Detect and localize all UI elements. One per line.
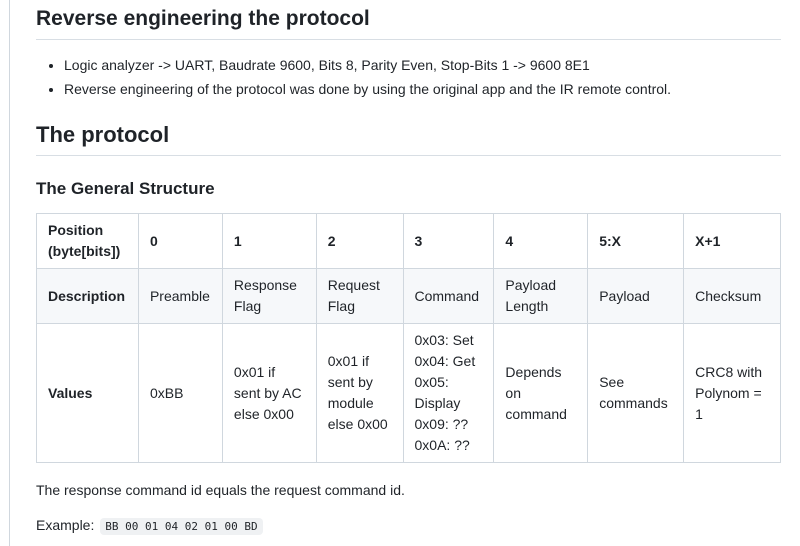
heading-the-protocol: The protocol <box>36 121 781 156</box>
heading-reverse-engineering: Reverse engineering the protocol <box>36 5 781 40</box>
header-cell: 1 <box>222 214 316 269</box>
bullet-list <box>36 53 781 101</box>
left-border-line <box>9 0 10 546</box>
table-cell: 0x01 if sent by module else 0x00 <box>316 324 403 463</box>
table-cell: 0x01 if sent by AC else 0x00 <box>222 324 316 463</box>
table-header-row <box>37 214 781 269</box>
example-code: BB 00 01 04 02 01 00 BD <box>100 518 262 535</box>
table-cell: Response Flag <box>222 269 316 324</box>
table-cell: 0x03: Set 0x04: Get 0x05: Display 0x09: ?? 0x0A: ?? <box>403 324 494 463</box>
protocol-structure-table <box>36 213 781 463</box>
table-cell: Depends on command <box>494 324 588 463</box>
table-cell: See commands <box>588 324 684 463</box>
table-cell: Payload Length <box>494 269 588 324</box>
header-cell: 3 <box>403 214 494 269</box>
table-cell: 0xBB <box>138 324 222 463</box>
response-note: The response command id equals the request command id. <box>36 482 405 498</box>
heading-general-structure: The General Structure <box>36 179 215 198</box>
table-row-description <box>37 269 781 324</box>
example-label: Example: <box>36 517 95 533</box>
example-line <box>36 515 263 537</box>
table-cell: Request Flag <box>316 269 403 324</box>
table-cell: Checksum <box>684 269 781 324</box>
header-cell: 2 <box>316 214 403 269</box>
table-cell: CRC8 with Polynom = 1 <box>684 324 781 463</box>
table-row-values <box>37 324 781 463</box>
row-header-description: Description <box>37 269 139 324</box>
header-cell-position: Position (byte[bits]) <box>37 214 139 269</box>
header-cell: 0 <box>138 214 222 269</box>
list-item: • Logic analyzer -> UART, Baudrate 9600, Bits 8, Parity Even, Stop-Bits 1 -> 9600 8E1 <box>64 53 781 77</box>
header-cell: X+1 <box>684 214 781 269</box>
table-cell: Payload <box>588 269 684 324</box>
list-item: • Reverse engineering of the protocol was done by using the original app and the IR remote control. <box>64 77 781 101</box>
header-cell: 5:X <box>588 214 684 269</box>
row-header-values: Values <box>37 324 139 463</box>
header-cell: 4 <box>494 214 588 269</box>
table-cell: Preamble <box>138 269 222 324</box>
table-cell: Command <box>403 269 494 324</box>
